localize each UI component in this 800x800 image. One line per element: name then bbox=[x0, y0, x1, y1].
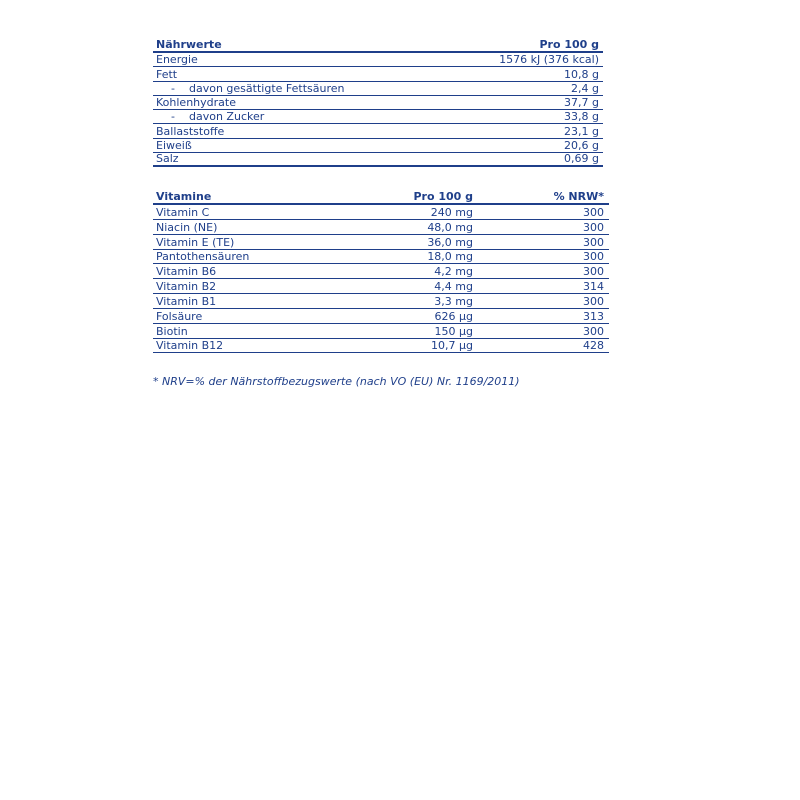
nutrition-row-value: 10,8 g bbox=[564, 67, 599, 81]
vitamin-row-amount: 36,0 mg bbox=[427, 235, 473, 249]
nutrition-row-name bbox=[153, 139, 564, 152]
nutrition-row-value: 23,1 g bbox=[564, 124, 599, 138]
vitamin-row bbox=[153, 235, 609, 250]
vitamin-row-name: Biotin bbox=[156, 324, 188, 338]
vitamin-row bbox=[153, 220, 609, 235]
vitamin-row-nrw: 300 bbox=[583, 220, 604, 234]
nutrition-table bbox=[153, 38, 603, 167]
vitamin-row-nrw: 300 bbox=[583, 235, 604, 249]
nutrition-row-label: davon Zucker bbox=[189, 110, 265, 124]
nutrition-row bbox=[153, 124, 603, 138]
vitamin-row-name: Folsäure bbox=[156, 309, 203, 323]
nutrition-row-value: 0,69 g bbox=[564, 152, 599, 165]
nutrition-row-value: 2,4 g bbox=[571, 81, 599, 95]
nutrition-row-label: Salz bbox=[156, 152, 179, 165]
vitamin-row bbox=[153, 309, 609, 324]
nutrition-row bbox=[153, 139, 603, 153]
nutrition-row-value: 20,6 g bbox=[564, 138, 599, 152]
sub-item-marker: - bbox=[171, 110, 175, 124]
sub-item-marker: - bbox=[171, 81, 175, 95]
vitamin-row bbox=[153, 279, 609, 294]
vitamin-row-name: Niacin (NE) bbox=[156, 220, 218, 234]
vitamins-table bbox=[153, 190, 609, 353]
vitamin-row-nrw: 300 bbox=[583, 205, 604, 219]
nutrition-row bbox=[153, 67, 603, 81]
vitamin-row-amount: 626 µg bbox=[434, 309, 473, 323]
vitamin-row-name: Vitamin C bbox=[156, 205, 210, 219]
nutrition-row-name bbox=[153, 96, 564, 109]
vitamin-row-name: Vitamin B6 bbox=[156, 265, 217, 279]
nutrition-row-value: 33,8 g bbox=[564, 110, 599, 124]
nutrition-row bbox=[153, 110, 603, 124]
vitamin-row-amount: 48,0 mg bbox=[427, 220, 473, 234]
vitamin-rows bbox=[153, 205, 609, 353]
vitamin-row bbox=[153, 339, 609, 354]
vitamin-row bbox=[153, 264, 609, 279]
nutrition-row-name bbox=[153, 68, 564, 81]
nutrition-row-label: Kohlenhydrate bbox=[156, 96, 236, 109]
vitamin-row-nrw: 300 bbox=[583, 250, 604, 264]
vitamin-row-name: Vitamin E (TE) bbox=[156, 235, 235, 249]
vitamin-row-name: Vitamin B2 bbox=[156, 280, 217, 294]
vitamin-row-amount: 240 mg bbox=[430, 205, 473, 219]
vitamin-row-nrw: 428 bbox=[583, 339, 604, 353]
vitamin-row bbox=[153, 250, 609, 265]
nutrition-row-name bbox=[153, 125, 564, 138]
nutrition-row-value: 1576 kJ (376 kcal) bbox=[499, 53, 599, 67]
footnote: * NRV=% der Nährstoffbezugswerte (nach VO (EU) Nr. 1169/2011) bbox=[153, 375, 520, 388]
vitamin-row-name: Pantothensäuren bbox=[156, 250, 250, 264]
vitamin-row-nrw: 300 bbox=[583, 265, 604, 279]
nutrition-header-name: Nährwerte bbox=[156, 38, 222, 51]
vitamin-row-amount: 18,0 mg bbox=[427, 250, 473, 264]
vitamin-row-amount: 4,4 mg bbox=[434, 280, 473, 294]
nutrition-row bbox=[153, 82, 603, 96]
nutrition-row-label: davon gesättigte Fettsäuren bbox=[189, 81, 345, 95]
vitamin-row-nrw: 300 bbox=[583, 324, 604, 338]
nutrition-row-label: Fett bbox=[156, 67, 178, 81]
nutrition-header-value: Pro 100 g bbox=[539, 38, 599, 51]
vitamin-row bbox=[153, 324, 609, 339]
vitamin-row-name: Vitamin B1 bbox=[156, 294, 217, 308]
nutrition-rows bbox=[153, 53, 603, 167]
vitamins-header-amount: Pro 100 g bbox=[413, 190, 473, 203]
nutrition-row bbox=[153, 53, 603, 67]
vitamins-header-name: Vitamine bbox=[156, 190, 212, 203]
vitamin-row-nrw: 314 bbox=[583, 280, 604, 294]
vitamin-row-name: Vitamin B12 bbox=[156, 339, 224, 353]
vitamin-row-nrw: 313 bbox=[583, 309, 604, 323]
vitamins-header-nrw: % NRW* bbox=[553, 190, 604, 203]
nutrition-row-value: 37,7 g bbox=[564, 96, 599, 109]
nutrition-row-label: Energie bbox=[156, 53, 198, 67]
nutrition-row-label: Ballaststoffe bbox=[156, 124, 225, 138]
nutrition-header-row bbox=[153, 38, 603, 53]
vitamin-row-amount: 3,3 mg bbox=[434, 294, 473, 308]
nutrition-row-name bbox=[153, 82, 571, 95]
vitamin-row-amount: 4,2 mg bbox=[434, 265, 473, 279]
nutrition-row bbox=[153, 153, 603, 167]
nutrition-row-name bbox=[153, 53, 499, 66]
vitamin-row-amount: 10,7 µg bbox=[431, 339, 473, 353]
vitamins-header-row bbox=[153, 190, 609, 205]
nutrition-row-name bbox=[153, 152, 564, 165]
nutrition-row bbox=[153, 96, 603, 110]
nutrition-row-label: Eiweiß bbox=[156, 138, 192, 152]
vitamin-row bbox=[153, 205, 609, 220]
vitamin-row bbox=[153, 294, 609, 309]
nutrition-row-name bbox=[153, 110, 564, 123]
vitamin-row-nrw: 300 bbox=[583, 294, 604, 308]
vitamin-row-amount: 150 µg bbox=[434, 324, 473, 338]
